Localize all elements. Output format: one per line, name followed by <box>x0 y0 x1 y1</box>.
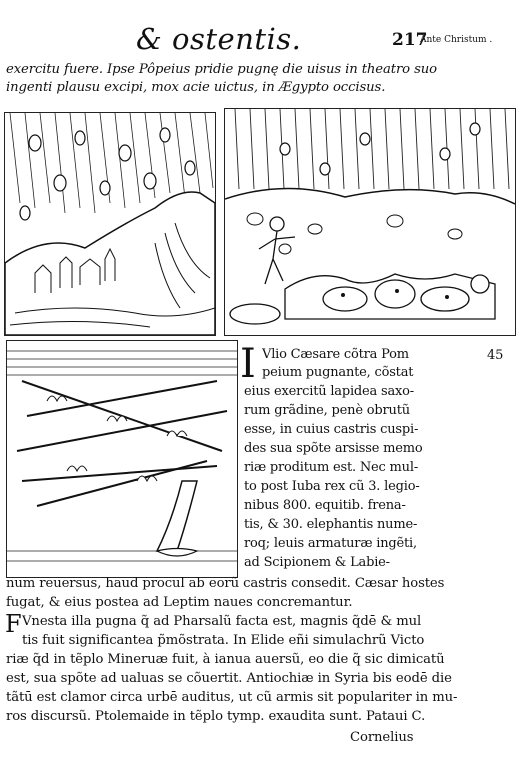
running-title: & ostentis. <box>136 22 302 56</box>
column-line: to post Iuba rex cũ 3. legio- <box>244 479 420 494</box>
text-line: tãtū est clamor circa urbē auditus, ut cũ armis sit populariter in mu- <box>6 690 458 705</box>
column-line: ad Scipionem & Labie- <box>244 555 390 570</box>
page-number: 217 <box>392 30 428 50</box>
column-line: nibus 800. equitib. frena- <box>244 498 406 513</box>
column-line: riæ proditum est. Nec mul- <box>244 460 419 475</box>
dropcap-i: I <box>240 341 256 387</box>
woodcut-stone-rain-city <box>4 112 216 336</box>
text-line: est, sua spõte ad ualuas se cõuertit. Antiochiæ in Syria bis eodē die <box>6 671 452 686</box>
text-line: num reuersus, haud procul ab eorũ castris consedit. Cæsar hostes <box>6 576 445 591</box>
woodcut-battle-hail <box>224 108 516 336</box>
intro-line: exercitu fuere. Ipse Pôpeius pridie pugnę die uisus in theatro suo <box>6 62 437 77</box>
text-line: riæ q̃d in tẽplo Mineruæ fuit, à ianua auersũ, eo die q̃ sic dimicatũ <box>6 652 445 667</box>
woodcut-burning-spears <box>6 340 238 578</box>
column-line: des sua spõte arsisse memo <box>244 441 423 456</box>
text-line: ros discursũ. Ptolemaide in tẽplo tymp. exaudita sunt. Pataui C. <box>6 709 426 724</box>
column-line: rum grãdine, penè obrutũ <box>244 403 410 418</box>
column-line: peium pugnante, cõstat <box>262 365 414 380</box>
woodcut-stone-rain-city-art <box>5 113 215 335</box>
column-line: eius exercitũ lapidea saxo- <box>244 384 414 399</box>
intro-line: ingenti plausu excipi, mox acie uictus, in Ægypto occisus. <box>6 80 386 95</box>
margin-note: Ante Christum . <box>420 35 493 45</box>
margin-year: 45 <box>487 348 504 363</box>
text-line: tis fuit significantea p̃mõstrata. In Elide eñi simulachrũ Victo <box>22 633 425 648</box>
text-line: fugat, & eius postea ad Leptim naues concremantur. <box>6 595 353 610</box>
column-line: tis, & 30. elephantis nume- <box>244 517 418 532</box>
catchword: Cornelius <box>350 730 414 745</box>
column-line: Vlio Cæsare cõtra Pom <box>262 347 409 362</box>
woodcut-burning-spears-art <box>7 341 237 577</box>
column-line: roq; leuis armaturæ ingẽti, <box>244 536 417 551</box>
text-line: Vnesta illa pugna q̃ ad Pharsalũ facta est, magnis q̃dē & mul <box>22 614 422 629</box>
dropcap-f: F <box>5 610 22 638</box>
column-line: esse, in cuius castris cuspi- <box>244 422 419 437</box>
woodcut-battle-hail-art <box>225 109 515 335</box>
